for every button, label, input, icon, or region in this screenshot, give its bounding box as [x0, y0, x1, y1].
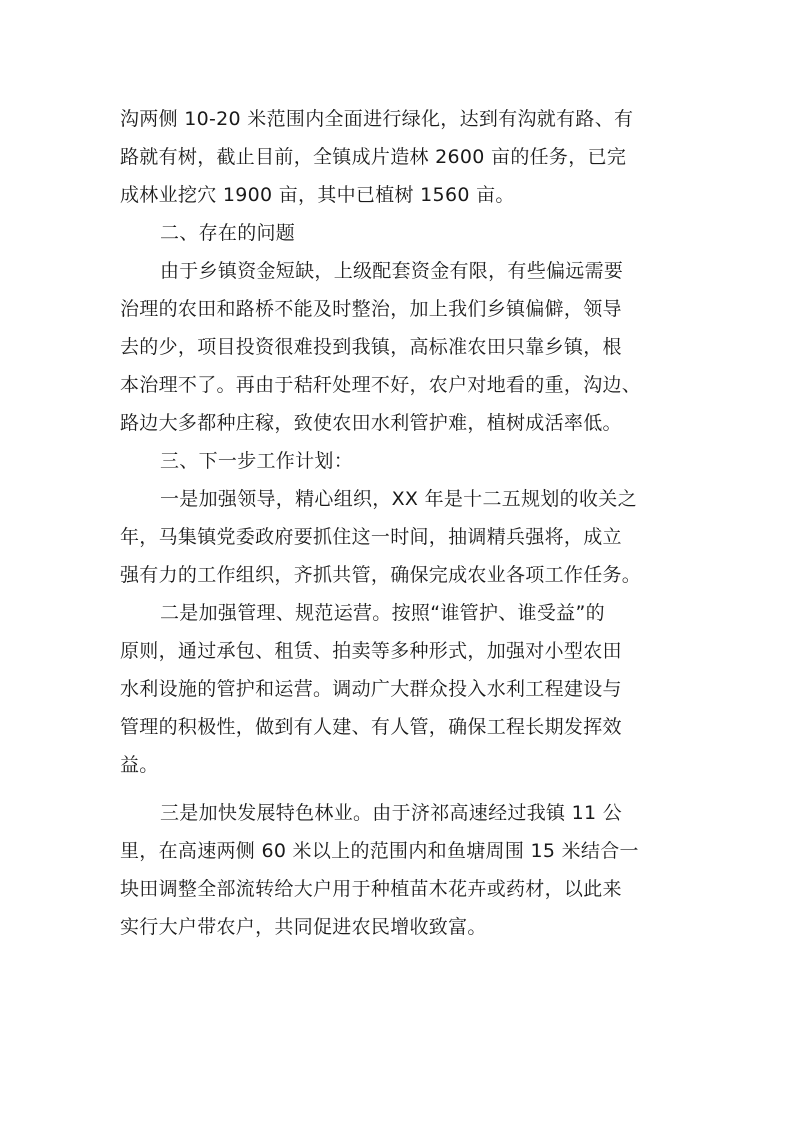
text-line: 本治理不了。再由于秸秆处理不好，农户对地看的重，沟边、 — [120, 374, 642, 396]
text-line: 益。 — [120, 754, 159, 776]
paragraph-gap — [120, 784, 680, 794]
text-line: 实行大户带农户，共同促进农民增收致富。 — [120, 916, 487, 938]
text-line: 管理的积极性，做到有人建、有人管，确保工程长期发挥效 — [120, 716, 622, 738]
text-line: 由于乡镇资金短缺，上级配套资金有限，有些偏远需要 — [160, 260, 624, 282]
text-line: 一是加强领导，精心组织，XX 年是十二五规划的收关之 — [160, 488, 637, 510]
section-heading-problems: 二、存在的问题 — [160, 222, 296, 244]
text-line: 水利设施的管护和运营。调动广大群众投入水利工程建设与 — [120, 678, 622, 700]
text-line: 成林业挖穴 1900 亩，其中已植树 1560 亩。 — [120, 184, 515, 206]
text-line: 强有力的工作组织，齐抓共管，确保完成农业各项工作任务。 — [120, 564, 642, 586]
text-line: 去的少，项目投资很难投到我镇，高标准农田只靠乡镇，根 — [120, 336, 622, 358]
text-line: 三是加快发展特色林业。由于济祁高速经过我镇 11 公 — [160, 802, 623, 824]
text-line: 路就有树，截止目前，全镇成片造林 2600 亩的任务，已完 — [120, 146, 627, 168]
text-line: 里，在高速两侧 60 米以上的范围内和鱼塘周围 15 米结合一 — [120, 840, 639, 862]
document-page — [120, 100, 680, 946]
text-line: 年，马集镇党委政府要抓住这一时间，抽调精兵强将，成立 — [120, 526, 622, 548]
text-line: 沟两侧 10-20 米范围内全面进行绿化，达到有沟就有路、有 — [120, 108, 634, 130]
text-line: 路边大多都种庄稼，致使农田水利管护难，植树成活率低。 — [120, 412, 622, 434]
section-heading-next-steps: 三、下一步工作计划： — [160, 450, 354, 472]
text-line: 块田调整全部流转给大户用于种植苗木花卉或药材，以此来 — [120, 878, 622, 900]
text-line: 治理的农田和路桥不能及时整治，加上我们乡镇偏僻，领导 — [120, 298, 622, 320]
text-line: 原则，通过承包、租赁、拍卖等多种形式，加强对小型农田 — [120, 640, 622, 662]
text-line: 二是加强管理、规范运营。按照“谁管护、谁受益”的 — [160, 602, 605, 624]
